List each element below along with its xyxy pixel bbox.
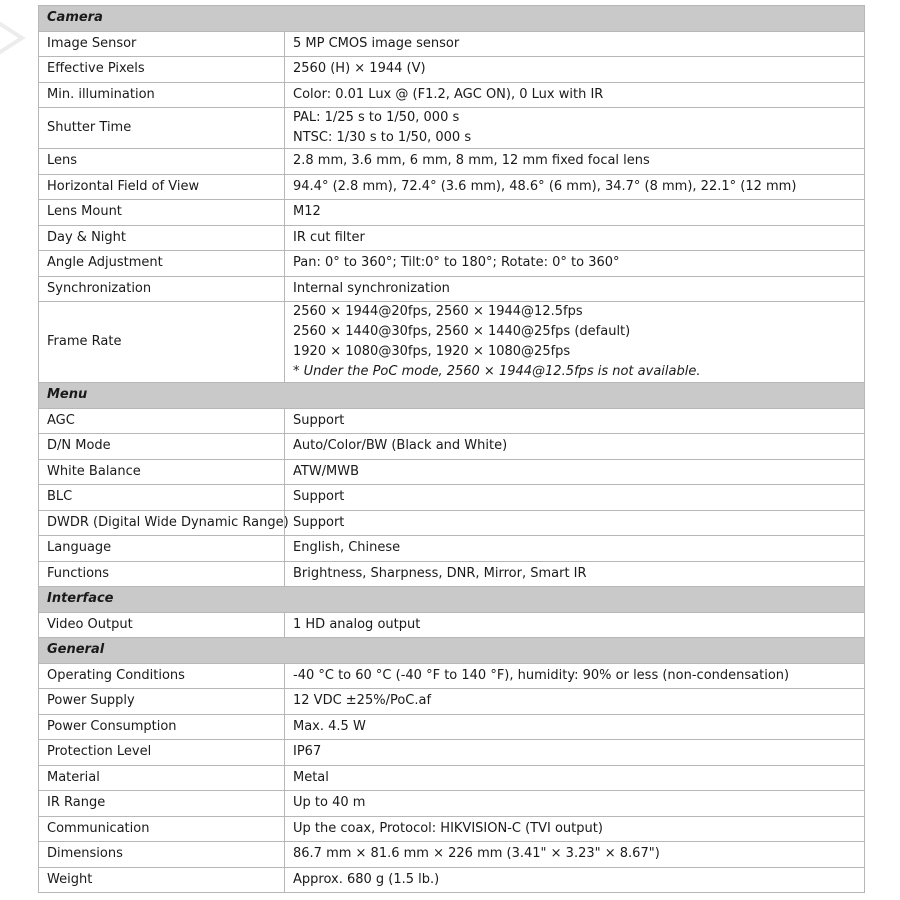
spec-row-horizontal-field-of-view [39, 174, 865, 200]
spec-label: DWDR (Digital Wide Dynamic Range) [39, 510, 285, 536]
spec-label: IR Range [39, 791, 285, 817]
spec-label: Shutter Time [39, 108, 285, 149]
spec-value-line: Internal synchronization [293, 280, 450, 296]
spec-label: Power Consumption [39, 714, 285, 740]
spec-label: Protection Level [39, 740, 285, 766]
spec-value [285, 459, 865, 485]
watermark-logo [0, 18, 26, 58]
spec-value-line: 12 VDC ±25%/PoC.af [293, 693, 432, 709]
spec-value [285, 485, 865, 511]
spec-row-communication [39, 816, 865, 842]
spec-value-line: Up the coax, Protocol: HIKVISION-C (TVI output) [293, 820, 603, 836]
spec-value-line: Support [293, 489, 345, 505]
spec-value [285, 663, 865, 689]
spec-value-line: 1920 × 1080@30fps, 1920 × 1080@25fps [293, 344, 571, 359]
section-header-interface [39, 587, 865, 613]
spec-value-line: 2560 (H) × 1944 (V) [293, 61, 426, 77]
spec-value [285, 689, 865, 715]
spec-row-dimensions [39, 842, 865, 868]
spec-value-line: Approx. 680 g (1.5 lb.) [293, 871, 440, 887]
spec-label: Angle Adjustment [39, 251, 285, 277]
spec-value-line: Max. 4.5 W [293, 718, 366, 734]
spec-label: Weight [39, 867, 285, 893]
spec-value [285, 276, 865, 302]
section-title: Menu [39, 383, 865, 409]
spec-value [285, 31, 865, 57]
spec-value-line: IR cut filter [293, 229, 365, 245]
spec-table-body [39, 6, 865, 893]
spec-label: Image Sensor [39, 31, 285, 57]
spec-label: D/N Mode [39, 434, 285, 460]
spec-row-operating-conditions [39, 663, 865, 689]
spec-row-frame-rate [39, 302, 865, 383]
spec-value-line: 2560 × 1440@30fps, 2560 × 1440@25fps (default) [293, 324, 631, 339]
spec-label: Day & Night [39, 225, 285, 251]
spec-value-line: English, Chinese [293, 540, 401, 556]
spec-value-note: * Under the PoC mode, 2560 × 1944@12.5fps is not available. [293, 364, 701, 379]
spec-value-line: 1 HD analog output [293, 616, 421, 632]
section-title: Interface [39, 587, 865, 613]
spec-row-power-supply [39, 689, 865, 715]
spec-value-line: -40 °C to 60 °C (-40 °F to 140 °F), humidity: 90% or less (non-condensation) [293, 667, 790, 683]
spec-value-line: Support [293, 412, 345, 428]
spec-value [285, 225, 865, 251]
spec-value [285, 561, 865, 587]
spec-value-line: ATW/MWB [293, 463, 360, 479]
spec-label: Horizontal Field of View [39, 174, 285, 200]
spec-label: BLC [39, 485, 285, 511]
spec-label: Material [39, 765, 285, 791]
spec-row-day-night [39, 225, 865, 251]
spec-value [285, 251, 865, 277]
spec-value [285, 57, 865, 83]
spec-value [285, 302, 865, 383]
spec-label: Lens Mount [39, 200, 285, 226]
spec-value [285, 612, 865, 638]
spec-row-agc [39, 408, 865, 434]
spec-row-lens [39, 149, 865, 175]
spec-row-min-illumination [39, 82, 865, 108]
spec-value [285, 408, 865, 434]
section-title: Camera [39, 6, 865, 32]
spec-label: AGC [39, 408, 285, 434]
spec-value-line: Pan: 0° to 360°; Tilt:0° to 180°; Rotate: 0° to 360° [293, 255, 620, 271]
spec-label: Frame Rate [39, 302, 285, 383]
spec-table [38, 5, 865, 893]
spec-value-line: Up to 40 m [293, 795, 366, 811]
spec-value-line: Color: 0.01 Lux @ (F1.2, AGC ON), 0 Lux with IR [293, 86, 604, 102]
spec-value [285, 82, 865, 108]
spec-value [285, 174, 865, 200]
spec-row-angle-adjustment [39, 251, 865, 277]
spec-value [285, 200, 865, 226]
spec-row-white-balance [39, 459, 865, 485]
section-title: General [39, 638, 865, 664]
spec-row-shutter-time [39, 108, 865, 149]
spec-value [285, 714, 865, 740]
spec-value [285, 816, 865, 842]
spec-value-line: 86.7 mm × 81.6 mm × 226 mm (3.41" × 3.23" × 8.67") [293, 846, 660, 862]
spec-value-line: IP67 [293, 744, 322, 760]
spec-label: Effective Pixels [39, 57, 285, 83]
spec-label: Operating Conditions [39, 663, 285, 689]
spec-value-line: 94.4° (2.8 mm), 72.4° (3.6 mm), 48.6° (6 mm), 34.7° (8 mm), 22.1° (12 mm) [293, 178, 797, 194]
spec-value-line: Metal [293, 769, 329, 785]
spec-value-line: Brightness, Sharpness, DNR, Mirror, Smart IR [293, 565, 587, 581]
spec-label: Functions [39, 561, 285, 587]
spec-row-language [39, 536, 865, 562]
spec-label: Lens [39, 149, 285, 175]
section-header-general [39, 638, 865, 664]
spec-label: White Balance [39, 459, 285, 485]
spec-value [285, 765, 865, 791]
spec-label: Communication [39, 816, 285, 842]
spec-value-line: Support [293, 514, 345, 530]
spec-value-line: 2.8 mm, 3.6 mm, 6 mm, 8 mm, 12 mm fixed focal lens [293, 153, 650, 169]
spec-label: Language [39, 536, 285, 562]
spec-row-synchronization [39, 276, 865, 302]
spec-value [285, 434, 865, 460]
section-header-menu [39, 383, 865, 409]
spec-row-image-sensor [39, 31, 865, 57]
spec-value-line: 2560 × 1944@20fps, 2560 × 1944@12.5fps [293, 304, 583, 319]
spec-label: Synchronization [39, 276, 285, 302]
spec-row-weight [39, 867, 865, 893]
spec-row-ir-range [39, 791, 865, 817]
spec-label: Video Output [39, 612, 285, 638]
spec-value [285, 867, 865, 893]
spec-value [285, 791, 865, 817]
section-header-camera [39, 6, 865, 32]
spec-row-functions [39, 561, 865, 587]
spec-row-blc [39, 485, 865, 511]
spec-value-line: M12 [293, 204, 321, 220]
spec-value-line: Auto/Color/BW (Black and White) [293, 438, 508, 454]
spec-value [285, 108, 865, 149]
spec-row-d-n-mode [39, 434, 865, 460]
spec-row-dwdr-digital-wide-dynamic-range [39, 510, 865, 536]
spec-label: Power Supply [39, 689, 285, 715]
spec-label: Min. illumination [39, 82, 285, 108]
spec-row-power-consumption [39, 714, 865, 740]
spec-label: Dimensions [39, 842, 285, 868]
spec-value [285, 536, 865, 562]
spec-value [285, 740, 865, 766]
spec-value-line: NTSC: 1/30 s to 1/50, 000 s [293, 130, 472, 145]
spec-value [285, 510, 865, 536]
spec-row-protection-level [39, 740, 865, 766]
spec-row-material [39, 765, 865, 791]
spec-row-effective-pixels [39, 57, 865, 83]
spec-value [285, 842, 865, 868]
spec-value [285, 149, 865, 175]
spec-row-lens-mount [39, 200, 865, 226]
spec-value-line: PAL: 1/25 s to 1/50, 000 s [293, 110, 460, 125]
spec-row-video-output [39, 612, 865, 638]
spec-value-line: 5 MP CMOS image sensor [293, 35, 460, 51]
